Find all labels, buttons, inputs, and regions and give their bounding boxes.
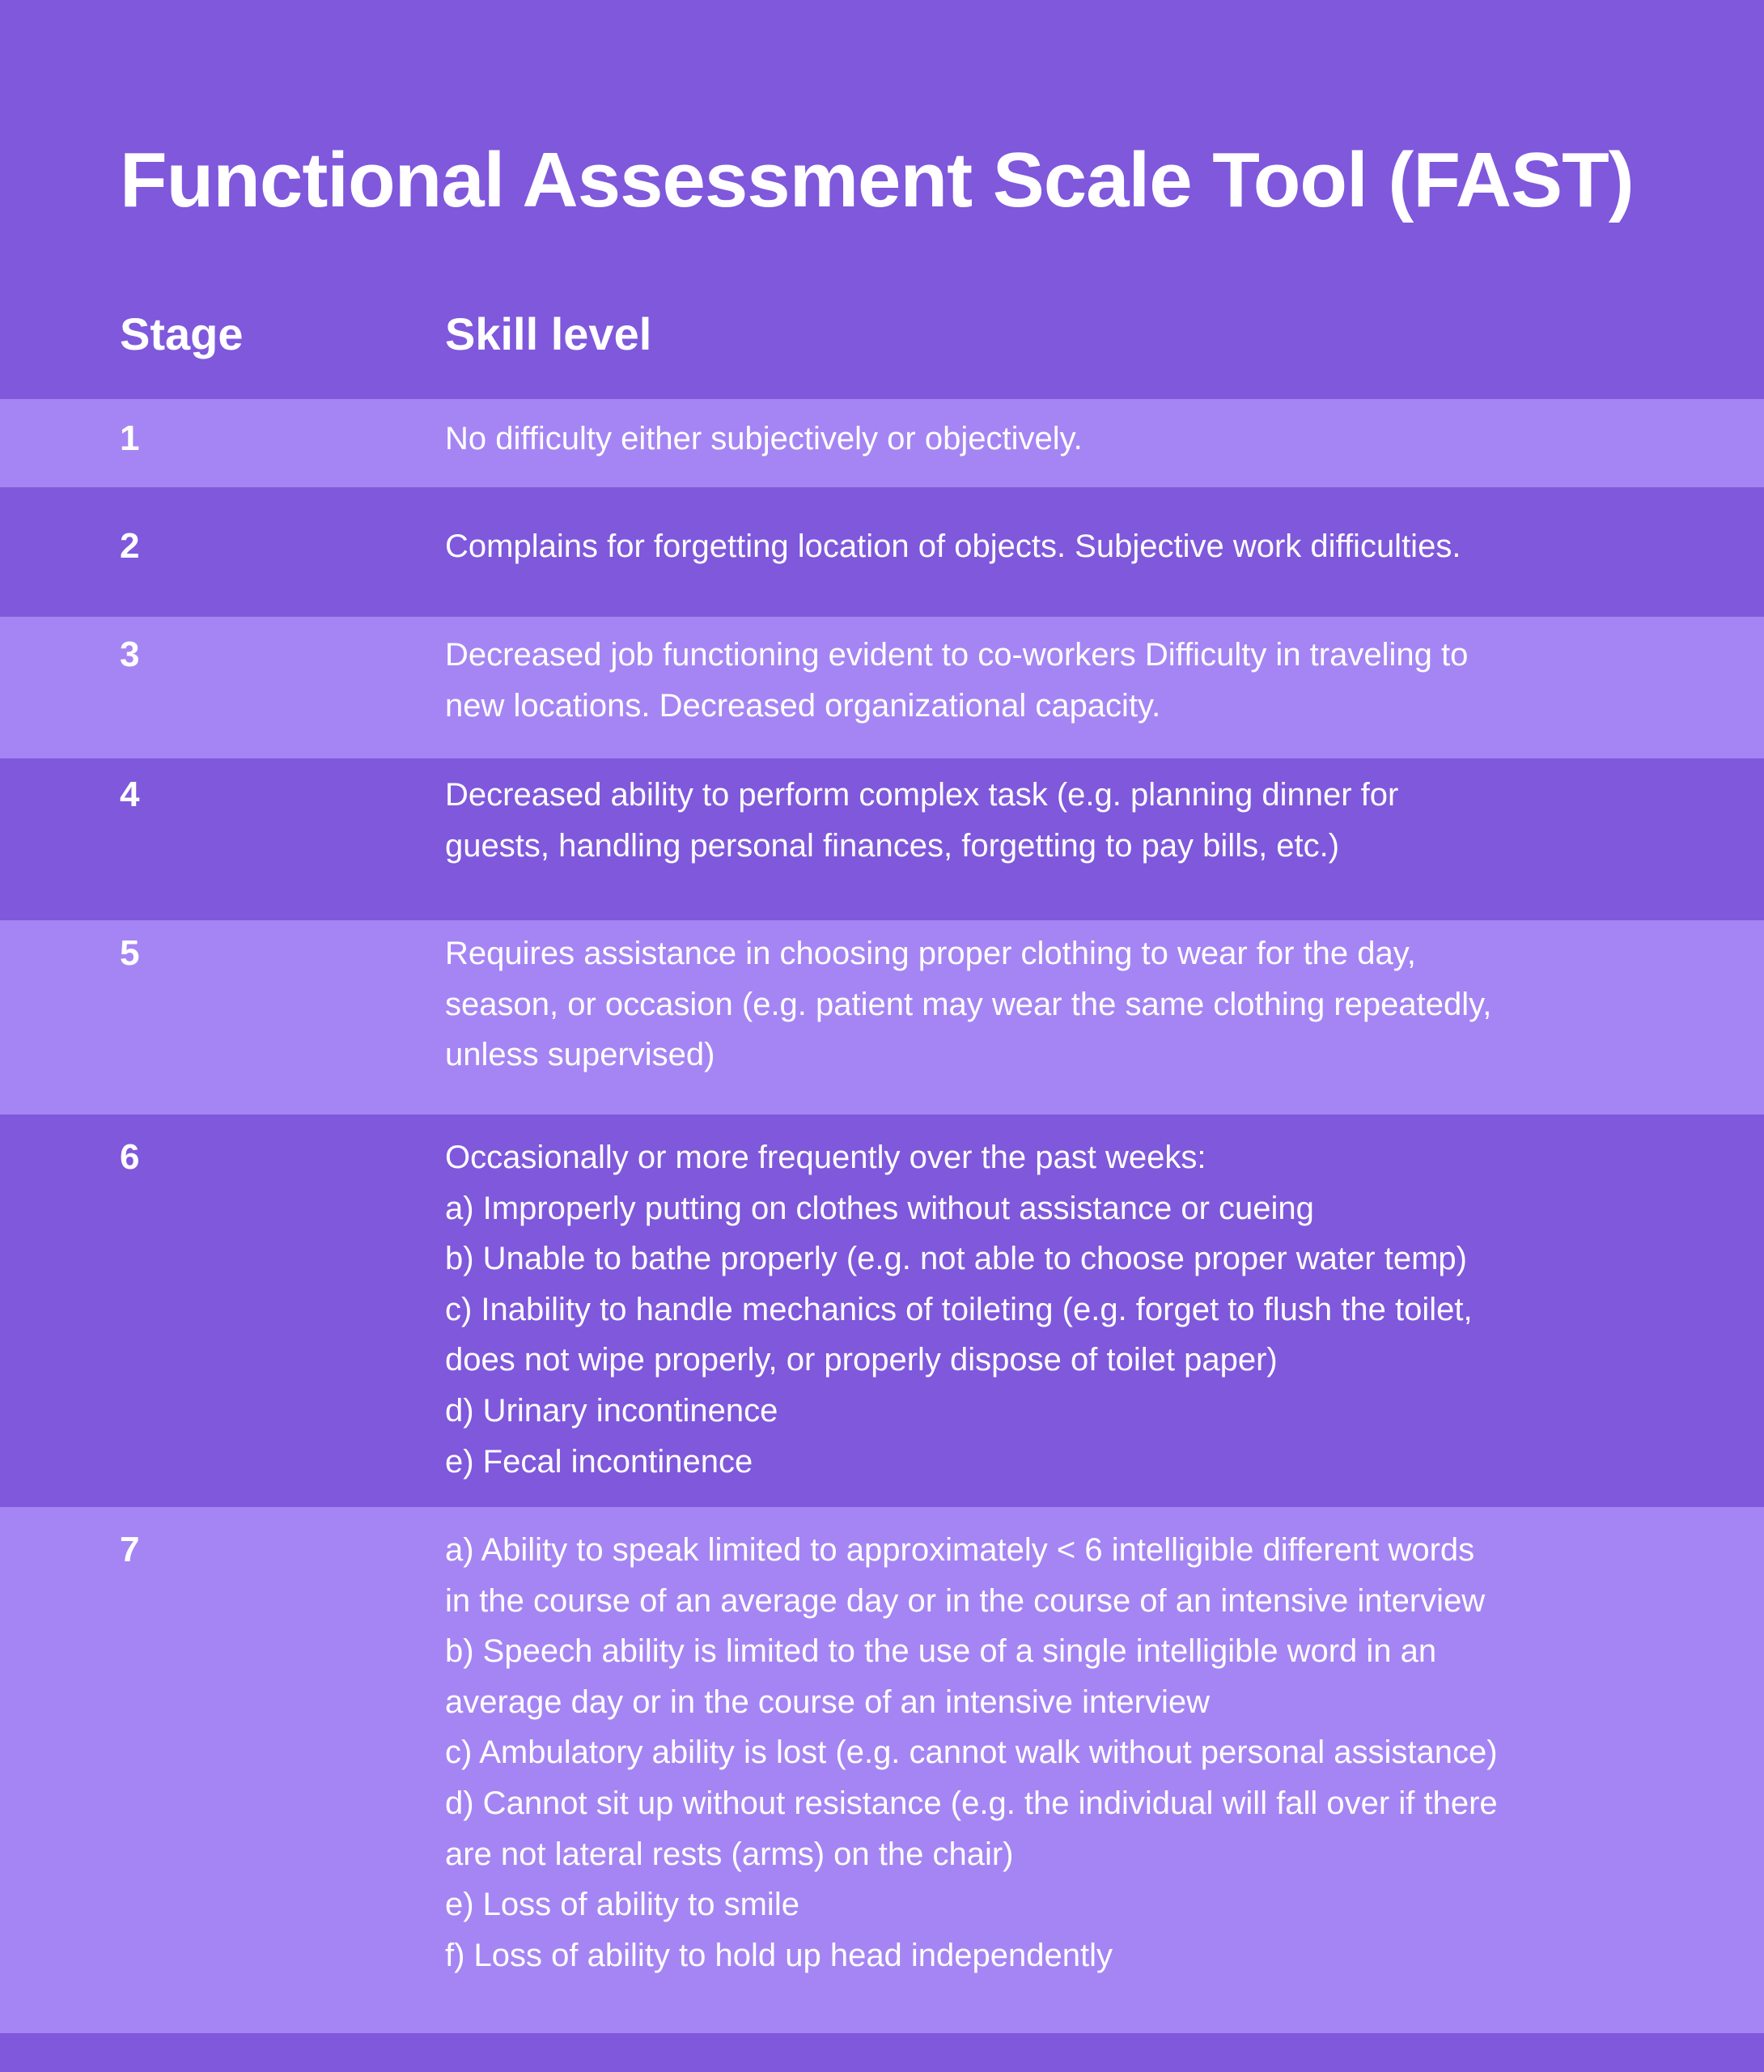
stage-number: 3 [120,635,140,674]
table-row-stage-7 [0,1507,1764,2033]
skill-line: average day or in the course of an intensive interview [445,1684,1210,1720]
stage-number: 6 [120,1137,140,1177]
table-header [0,308,1764,372]
skill-line: does not wipe properly, or properly dispose of toilet paper) [445,1342,1278,1378]
skill-description [445,1525,1610,1981]
skill-line: c) Ambulatory ability is lost (e.g. cannot walk without personal assistance) [445,1734,1498,1771]
skill-line: d) Cannot sit up without resistance (e.g. the individual will fall over if there [445,1785,1498,1821]
header-stage: Stage [120,308,244,359]
skill-description [445,521,1610,572]
skill-description [445,770,1610,871]
skill-description [445,1132,1610,1487]
skill-line: unless supervised) [445,1037,715,1073]
skill-line: f) Loss of ability to hold up head independently [445,1937,1113,1973]
stage-number: 2 [120,526,140,566]
skill-description [445,928,1610,1081]
page-title: Functional Assessment Scale Tool (FAST) [120,137,1634,223]
skill-line: a) Improperly putting on clothes without assistance or cueing [445,1190,1314,1226]
skill-line: Occasionally or more frequently over the past weeks: [445,1140,1206,1175]
table-row-stage-3 [0,617,1764,758]
skill-line: are not lateral rests (arms) on the chair) [445,1836,1014,1872]
skill-line: Decreased ability to perform complex task (e.g. planning dinner for [445,777,1399,813]
skill-line: e) Fecal incontinence [445,1443,753,1480]
skill-description [445,414,1610,465]
skill-line: b) Unable to bathe properly (e.g. not able to choose proper water temp) [445,1241,1467,1277]
skill-line: Complains for forgetting location of objects. Subjective work difficulties. [445,529,1461,564]
stage-number: 7 [120,1530,140,1569]
table-row-stage-5 [0,920,1764,1115]
skill-line: in the course of an average day or in the course of an intensive interview [445,1582,1486,1619]
skill-line: d) Urinary incontinence [445,1392,778,1429]
skill-line: a) Ability to speak limited to approximately < 6 intelligible different words [445,1532,1475,1568]
skill-line: season, or occasion (e.g. patient may wear the same clothing repeatedly, [445,986,1492,1022]
table-row-stage-6 [0,1115,1764,1507]
stage-number: 5 [120,933,140,973]
skill-description [445,630,1610,731]
stage-number: 4 [120,775,140,814]
skill-line: Requires assistance in choosing proper clothing to wear for the day, [445,936,1416,971]
skill-line: new locations. Decreased organizational capacity. [445,687,1161,724]
stage-number: 1 [120,418,140,458]
skill-line: No difficulty either subjectively or objectively. [445,421,1083,456]
table-row-stage-2 [0,487,1764,617]
skill-line: e) Loss of ability to smile [445,1887,799,1923]
skill-line: Decreased job functioning evident to co-workers Difficulty in traveling to [445,637,1469,673]
table-row-stage-1 [0,399,1764,487]
skill-line: guests, handling personal finances, forgetting to pay bills, etc.) [445,827,1340,864]
header-skill-level: Skill level [445,308,652,359]
table-row-stage-4 [0,758,1764,920]
skill-line: b) Speech ability is limited to the use of a single intelligible word in an [445,1633,1437,1670]
skill-line: c) Inability to handle mechanics of toileting (e.g. forget to flush the toilet, [445,1291,1473,1327]
